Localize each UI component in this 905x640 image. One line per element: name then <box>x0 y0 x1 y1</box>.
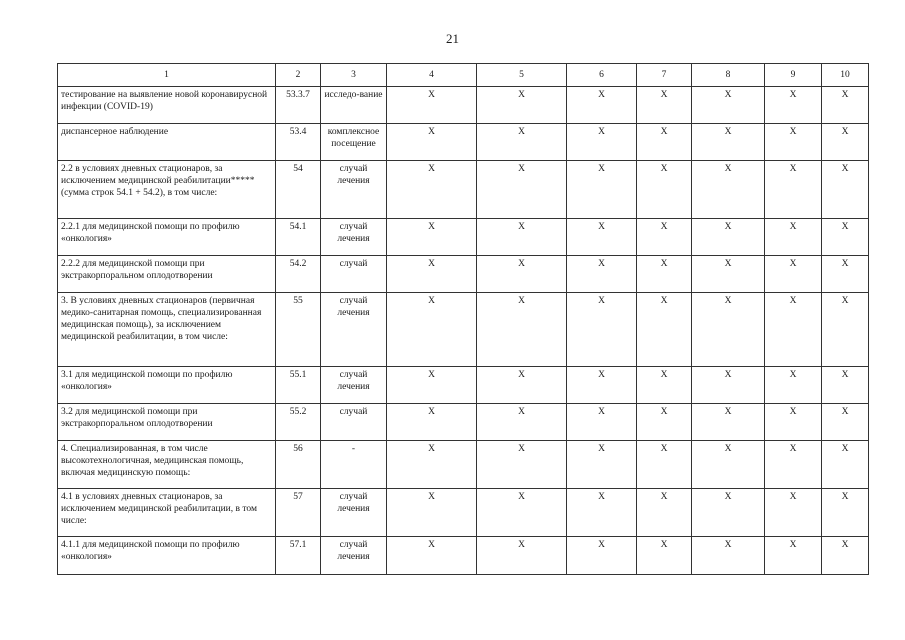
value-cell: X <box>387 161 477 219</box>
column-header: 6 <box>567 64 637 87</box>
table-row <box>58 161 869 219</box>
table-row <box>58 441 869 489</box>
column-number-row <box>58 64 869 87</box>
row-unit: случай лечения <box>321 537 387 575</box>
value-cell: X <box>637 87 692 124</box>
value-cell: X <box>692 367 765 404</box>
value-cell: X <box>637 367 692 404</box>
value-cell: X <box>387 256 477 293</box>
row-unit: - <box>321 441 387 489</box>
value-cell: X <box>822 87 869 124</box>
value-cell: X <box>567 293 637 367</box>
value-cell: X <box>692 219 765 256</box>
value-cell: X <box>692 87 765 124</box>
row-description: диспансерное наблюдение <box>58 124 276 161</box>
table-row <box>58 404 869 441</box>
row-code: 57.1 <box>276 537 321 575</box>
row-unit: случай лечения <box>321 161 387 219</box>
value-cell: X <box>477 404 567 441</box>
row-unit: случай лечения <box>321 489 387 537</box>
row-description: 2.2.2 для медицинской помощи при экстракорпоральном оплодотворении <box>58 256 276 293</box>
value-cell: X <box>822 404 869 441</box>
value-cell: X <box>567 537 637 575</box>
column-header: 3 <box>321 64 387 87</box>
value-cell: X <box>692 537 765 575</box>
column-header: 10 <box>822 64 869 87</box>
value-cell: X <box>477 124 567 161</box>
value-cell: X <box>822 219 869 256</box>
table-row <box>58 489 869 537</box>
table-row <box>58 537 869 575</box>
value-cell: X <box>477 219 567 256</box>
value-cell: X <box>567 367 637 404</box>
value-cell: X <box>765 124 822 161</box>
value-cell: X <box>822 256 869 293</box>
value-cell: X <box>387 219 477 256</box>
value-cell: X <box>567 87 637 124</box>
column-header: 7 <box>637 64 692 87</box>
value-cell: X <box>822 441 869 489</box>
value-cell: X <box>765 219 822 256</box>
row-code: 53.3.7 <box>276 87 321 124</box>
value-cell: X <box>822 489 869 537</box>
row-code: 53.4 <box>276 124 321 161</box>
row-description: 3. В условиях дневных стационаров (первичная медико-санитарная помощь, специализированная медицинская помощь), за исключением медицинской реабилитации, в том числе: <box>58 293 276 367</box>
column-header: 2 <box>276 64 321 87</box>
value-cell: X <box>477 367 567 404</box>
value-cell: X <box>567 161 637 219</box>
value-cell: X <box>387 489 477 537</box>
value-cell: X <box>765 537 822 575</box>
value-cell: X <box>692 293 765 367</box>
column-header: 8 <box>692 64 765 87</box>
value-cell: X <box>637 161 692 219</box>
value-cell: X <box>765 87 822 124</box>
row-unit: случай лечения <box>321 293 387 367</box>
value-cell: X <box>822 367 869 404</box>
row-description: 4.1 в условиях дневных стационаров, за исключением медицинской реабилитации, в том числе: <box>58 489 276 537</box>
value-cell: X <box>637 404 692 441</box>
value-cell: X <box>387 404 477 441</box>
row-description: 4.1.1 для медицинской помощи по профилю «онкология» <box>58 537 276 575</box>
value-cell: X <box>692 404 765 441</box>
value-cell: X <box>477 256 567 293</box>
value-cell: X <box>637 124 692 161</box>
row-description: тестирование на выявление новой коронавирусной инфекции (COVID-19) <box>58 87 276 124</box>
value-cell: X <box>765 489 822 537</box>
value-cell: X <box>387 87 477 124</box>
row-description: 3.2 для медицинской помощи при экстракорпоральном оплодотворении <box>58 404 276 441</box>
value-cell: X <box>477 293 567 367</box>
row-description: 3.1 для медицинской помощи по профилю «онкология» <box>58 367 276 404</box>
value-cell: X <box>477 537 567 575</box>
row-unit: случай лечения <box>321 367 387 404</box>
value-cell: X <box>765 404 822 441</box>
row-unit: комплексное посещение <box>321 124 387 161</box>
value-cell: X <box>567 489 637 537</box>
value-cell: X <box>692 441 765 489</box>
column-header: 1 <box>58 64 276 87</box>
value-cell: X <box>387 537 477 575</box>
row-code: 55.2 <box>276 404 321 441</box>
row-unit: случай <box>321 256 387 293</box>
row-code: 54.2 <box>276 256 321 293</box>
column-header: 5 <box>477 64 567 87</box>
value-cell: X <box>765 367 822 404</box>
value-cell: X <box>637 256 692 293</box>
value-cell: X <box>822 124 869 161</box>
table-row <box>58 219 869 256</box>
row-description: 2.2 в условиях дневных стационаров, за исключением медицинской реабилитации***** (сумма строк 54.1 + 54.2), в том числе: <box>58 161 276 219</box>
value-cell: X <box>637 293 692 367</box>
value-cell: X <box>567 256 637 293</box>
value-cell: X <box>765 293 822 367</box>
row-code: 57 <box>276 489 321 537</box>
value-cell: X <box>567 441 637 489</box>
value-cell: X <box>387 293 477 367</box>
value-cell: X <box>765 441 822 489</box>
row-code: 54.1 <box>276 219 321 256</box>
value-cell: X <box>637 489 692 537</box>
document-table <box>57 63 869 575</box>
value-cell: X <box>567 219 637 256</box>
value-cell: X <box>822 161 869 219</box>
column-header: 4 <box>387 64 477 87</box>
row-description: 4. Специализированная, в том числе высокотехнологичная, медицинская помощь, включая медицинскую помощь: <box>58 441 276 489</box>
value-cell: X <box>692 256 765 293</box>
value-cell: X <box>692 124 765 161</box>
page-number: 21 <box>446 31 459 46</box>
value-cell: X <box>477 161 567 219</box>
row-code: 55 <box>276 293 321 367</box>
value-cell: X <box>387 367 477 404</box>
value-cell: X <box>567 404 637 441</box>
row-unit: исследо-вание <box>321 87 387 124</box>
table-row <box>58 256 869 293</box>
column-header: 9 <box>765 64 822 87</box>
value-cell: X <box>637 537 692 575</box>
row-code: 54 <box>276 161 321 219</box>
value-cell: X <box>477 489 567 537</box>
value-cell: X <box>692 161 765 219</box>
value-cell: X <box>765 256 822 293</box>
row-unit: случай лечения <box>321 219 387 256</box>
table-row <box>58 367 869 404</box>
value-cell: X <box>387 441 477 489</box>
value-cell: X <box>387 124 477 161</box>
value-cell: X <box>477 87 567 124</box>
value-cell: X <box>692 489 765 537</box>
table-row <box>58 124 869 161</box>
row-unit: случай <box>321 404 387 441</box>
value-cell: X <box>822 293 869 367</box>
value-cell: X <box>637 441 692 489</box>
table-row <box>58 87 869 124</box>
row-code: 56 <box>276 441 321 489</box>
value-cell: X <box>637 219 692 256</box>
value-cell: X <box>567 124 637 161</box>
value-cell: X <box>822 537 869 575</box>
row-code: 55.1 <box>276 367 321 404</box>
value-cell: X <box>765 161 822 219</box>
value-cell: X <box>477 441 567 489</box>
row-description: 2.2.1 для медицинской помощи по профилю «онкология» <box>58 219 276 256</box>
table-row <box>58 293 869 367</box>
